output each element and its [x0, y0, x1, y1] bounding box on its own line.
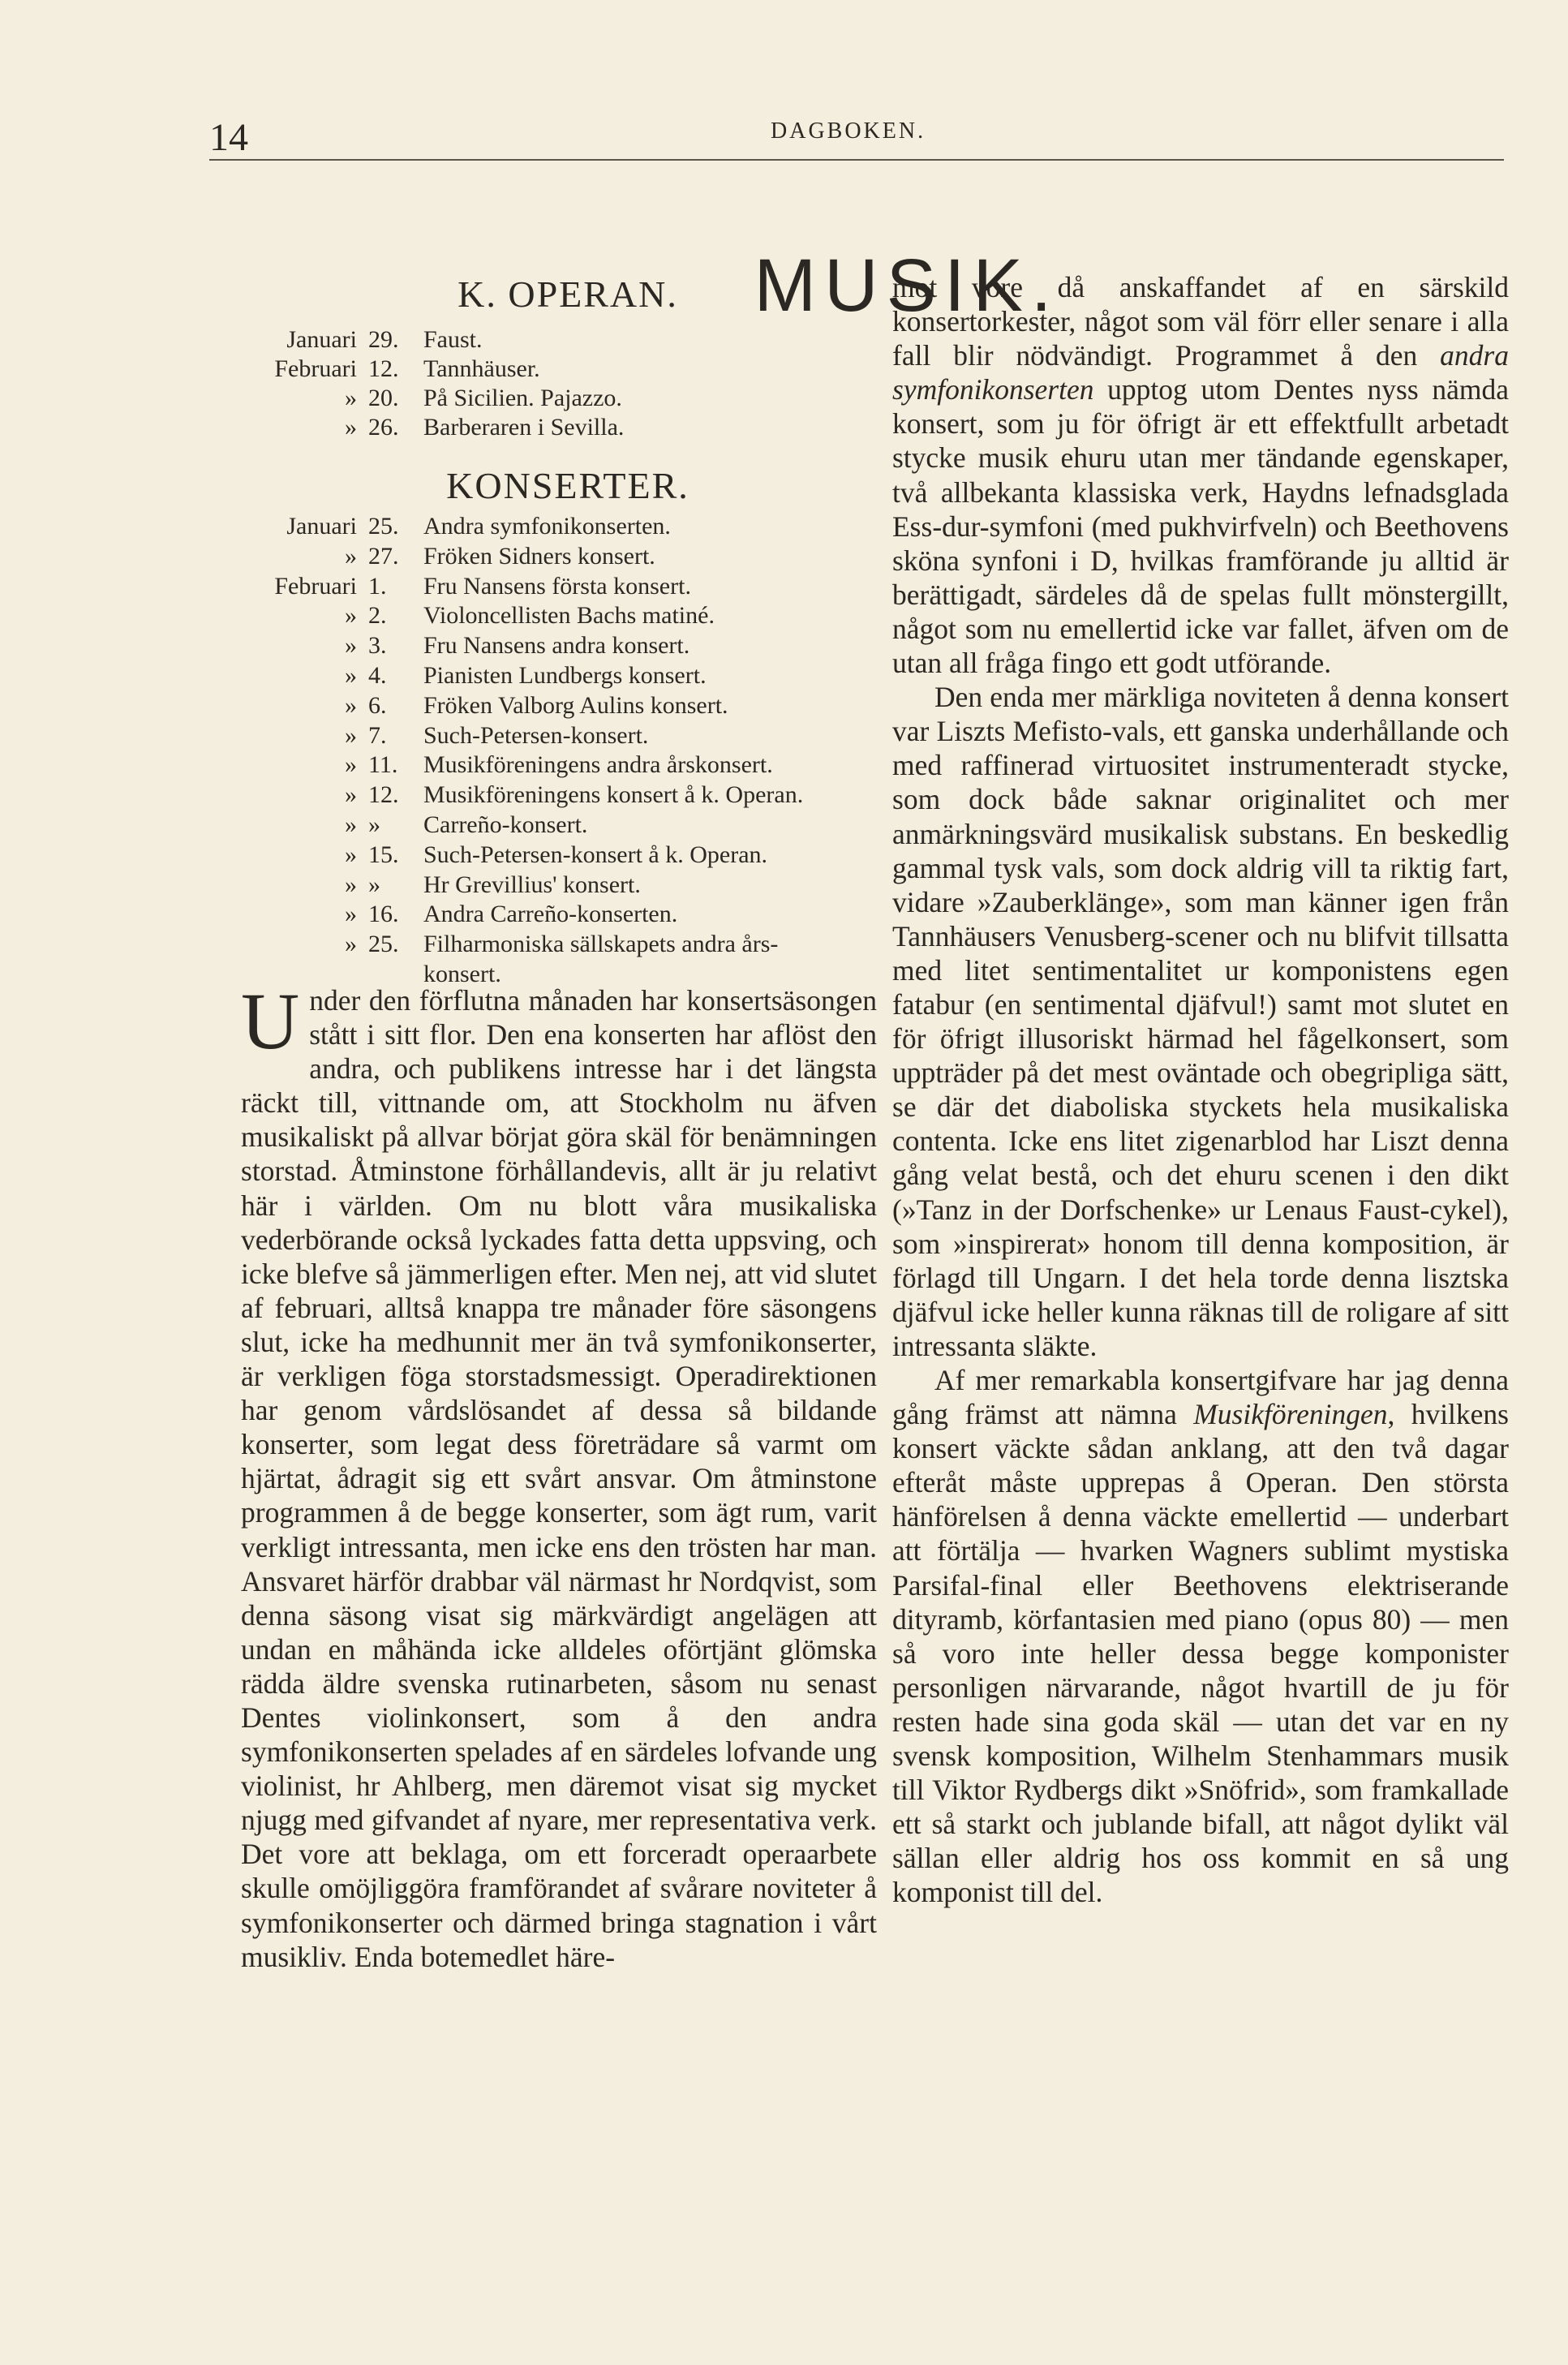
- schedule-month: Januari: [286, 326, 357, 353]
- schedule-event: Such-Petersen-konsert.: [423, 721, 649, 749]
- concerts-heading: KONSERTER.: [446, 465, 689, 506]
- schedule-month: Februari: [274, 355, 357, 382]
- schedule-event: Musikföreningens konsert å k. Operan.: [423, 781, 804, 809]
- schedule-month: »: [345, 414, 357, 441]
- schedule-month: »: [345, 542, 357, 570]
- schedule-month: »: [345, 662, 357, 689]
- schedule-month: »: [345, 901, 357, 928]
- schedule-month: »: [345, 811, 357, 838]
- schedule-month: »: [345, 841, 357, 868]
- schedule-event: konsert.: [423, 961, 501, 987]
- schedule-month: »: [345, 721, 357, 749]
- page-title: MUSIK.: [754, 243, 1060, 327]
- schedule-event: Filharmoniska sällskapets andra års-: [423, 931, 779, 958]
- schedule-event: Fröken Sidners konsert.: [423, 542, 655, 570]
- opera-heading: K. OPERAN.: [458, 273, 678, 315]
- schedule-month: »: [345, 385, 357, 411]
- schedule-day: 29.: [368, 326, 399, 353]
- paragraph-text: Af mer remarkabla konsertgifvare har jag denna gång främst att nämna: [892, 1364, 1509, 1431]
- schedule-event: Fröken Valborg Aulins konsert.: [423, 691, 728, 719]
- page-number: 14: [209, 116, 248, 159]
- schedule-month: »: [345, 931, 357, 958]
- schedule-day: 16.: [368, 901, 399, 928]
- header-rule: [209, 159, 1504, 161]
- schedule-event: Violoncellisten Bachs matiné.: [423, 602, 715, 630]
- emphasis-text: andra symfonikonserten: [892, 339, 1509, 406]
- schedule-event: Fru Nansens första konsert.: [423, 572, 691, 600]
- schedule-day: 2.: [368, 602, 387, 630]
- schedule-day: 27.: [368, 542, 399, 570]
- schedule-day: 12.: [368, 355, 399, 382]
- schedule-month: »: [345, 602, 357, 630]
- schedule-day: »: [368, 811, 380, 838]
- article-paragraph: Den enda mer märkliga noviteten å denna konsert var Liszts Mefisto-vals, ett ganska underhållande och med raffinerad virtuositet instrumenteradt stycke, som dock både saknar originalitet och mer anmärkningsvärd musikalisk substans. En beskedlig gammal tysk vals, som dock aldrig vill ta riktig fart, vidare »Zauberklänge», som man känner igen från Tannhäusers Venusberg-scener och nu blifvit tillsatta med litet sentimentalitet ur komponistens egen fatabur (en sentimental djäfvul!) samt mot slutet en för öfrigt illusoriskt härmad hel fågelkonsert, som uppträder på det mest oväntade och obegripliga sätt, se där det diaboliska styckets hela musikaliska contenta. Icke ens litet zigenarblod har Liszt denna gång velat bestå, och det ehuru scenen i den dikt (»Tanz in der Dorfschenke» ur Lenaus Faust-cykel), som »inspirerat» honom till denna komposition, är förlagd till Ungarn. I det hela torde denna lisztska djäfvul icke heller kunna räknas till de roligare af sitt intressanta släkte.: [892, 681, 1509, 1362]
- schedule-event: På Sicilien. Pajazzo.: [423, 385, 622, 411]
- article-paragraph: [892, 1363, 1509, 1910]
- schedule-day: 6.: [368, 691, 387, 719]
- schedule-event: Barberaren i Sevilla.: [423, 414, 625, 441]
- schedule-event: Hr Grevillius' konsert.: [423, 871, 641, 898]
- schedule-day: 7.: [368, 721, 387, 749]
- schedule-event: Fru Nansens andra konsert.: [423, 632, 690, 660]
- schedule-day: 25.: [368, 513, 399, 540]
- schedule-event: Such-Petersen-konsert å k. Operan.: [423, 841, 768, 868]
- schedule-day: 4.: [368, 662, 387, 689]
- schedule-event: Andra Carreño-konserten.: [423, 901, 678, 928]
- running-head: DAGBOKEN.: [771, 118, 926, 144]
- schedule-event: Musikföreningens andra årskonsert.: [423, 751, 773, 779]
- schedule-month: »: [345, 751, 357, 779]
- schedule-day: 3.: [368, 632, 387, 660]
- schedule-day: 15.: [368, 841, 399, 868]
- schedule-month: »: [345, 871, 357, 898]
- schedule-day: 20.: [368, 385, 399, 411]
- schedule-month: »: [345, 781, 357, 809]
- drop-cap: U: [241, 976, 300, 1066]
- schedule-event: Pianisten Lundbergs konsert.: [423, 662, 707, 689]
- schedule-month: »: [345, 691, 357, 719]
- article-column-left: [241, 976, 877, 1974]
- schedule-month: Februari: [274, 572, 357, 600]
- schedule-day: »: [368, 871, 380, 898]
- schedule-day: 1.: [368, 572, 387, 600]
- emphasis-text: Musikföreningen: [1193, 1398, 1388, 1431]
- schedule-event: Tannhäuser.: [423, 355, 540, 382]
- article-paragraph: [892, 270, 1509, 680]
- schedule-event: Andra symfonikonserten.: [423, 513, 671, 540]
- schedule-day: 26.: [368, 414, 399, 441]
- article-paragraph: [241, 976, 877, 1974]
- schedule-day: 25.: [368, 931, 399, 958]
- schedule-month: »: [345, 632, 357, 660]
- schedule-event: Faust.: [423, 326, 483, 353]
- paragraph-text: mot vore då anskaffandet af en särskild konsertorkester, något som väl förr eller senare i alla fall blir nödvändigt. Programmet å den: [892, 271, 1509, 372]
- schedule-month: Januari: [286, 513, 357, 540]
- schedule-event: Carreño-konsert.: [423, 811, 588, 838]
- paragraph-text: upptog utom Dentes nyss nämda konsert, som ju för öfrigt är ett effektfullt arbetadt stycke musik ehuru utan mer tändande egenskaper, två allbekanta klassiska verk, Haydns lefnadsglada Ess-dur-symfoni (med pukhvirfveln) och Beethovens sköna synfoni i D, hvilkas framförande ju alltid är berättigadt, särdeles då de spelas fullt mönstergillt, något som nu emellertid icke var fallet, äfven om de utan all fråga fingo ett godt utförande.: [892, 373, 1509, 680]
- paragraph-text: nder den förflutna månaden har konsertsäsongen stått i sitt flor. Den ena konserten har aflöst den andra, och publikens intresse har i det längsta räckt till, vittnande om, att Stockholm nu äfven musikaliskt på allvar börjat göra skäl för benämningen storstad. Åtminstone förhållandevis, allt är ju relativt här i världen. Om nu blott våra musikaliska vederbörande också lyckades fatta detta uppsving, och icke blefve så jämmerligen efter. Men nej, att vid slutet af februari, alltså knappa tre månader före säsongens slut, icke ha medhunnit mer än två symfonikonserter, är verkligen föga storstadsmessigt. Operadirektionen har genom vårdslösandet af dessa så bildande konserter, som legat dess företrädare så varmt om hjärtat, ådragit sig ett svårt ansvar. Om åtminstone programmen å de begge konserter, som ägt rum, varit verkligt intressanta, men icke ens den trösten har man. Ansvaret härför drabbar väl närmast hr Nordqvist, som denna säsong visat sig märkvärdigt angelägen att undan en måhända icke alldeles oförtjänt glömska rädda äldre svenska rutinarbeten, såsom nu senast Dentes violinkonsert, som å den andra symfonikonserten spelades af en särdeles lofvande ung violinist, hr Ahlberg, men däremot visat sig mycket njugg med gifvandet af nyare, mer representativa verk. Det vore att beklaga, om ett forceradt operaarbete skulle omöjliggöra framförandet af svårare noviteter å symfonikonserter och därmed bringa stagnation i vårt musikliv. Enda botemedlet häre-: [241, 984, 877, 1973]
- schedule-day: 12.: [368, 781, 399, 809]
- schedule-day: 11.: [368, 751, 398, 779]
- article-column-right: [892, 270, 1509, 1910]
- paragraph-text: , hvilkens konsert väckte sådan anklang, att den två dagar efteråt måste upprepas å Operan. Den största hänförelsen å denna väckte emellertid — underbart att förtälja — hvarken Wagners sublimt mystiska Parsifal-final eller Beethovens elektriserande dityramb, körfantasien med piano (opus 80) — men så voro inte heller dessa begge komponister personligen närvarande, något hvartill de ju för resten hade sina goda skäl — utan det var en ny svensk komposition, Wilhelm Stenhammars musik till Viktor Rydbergs dikt »Snöfrid», som framkallade ett så starkt och jublande bifall, att något dylikt väl sällan eller aldrig hos oss kommit en så ung komponist till del.: [892, 1398, 1509, 1909]
